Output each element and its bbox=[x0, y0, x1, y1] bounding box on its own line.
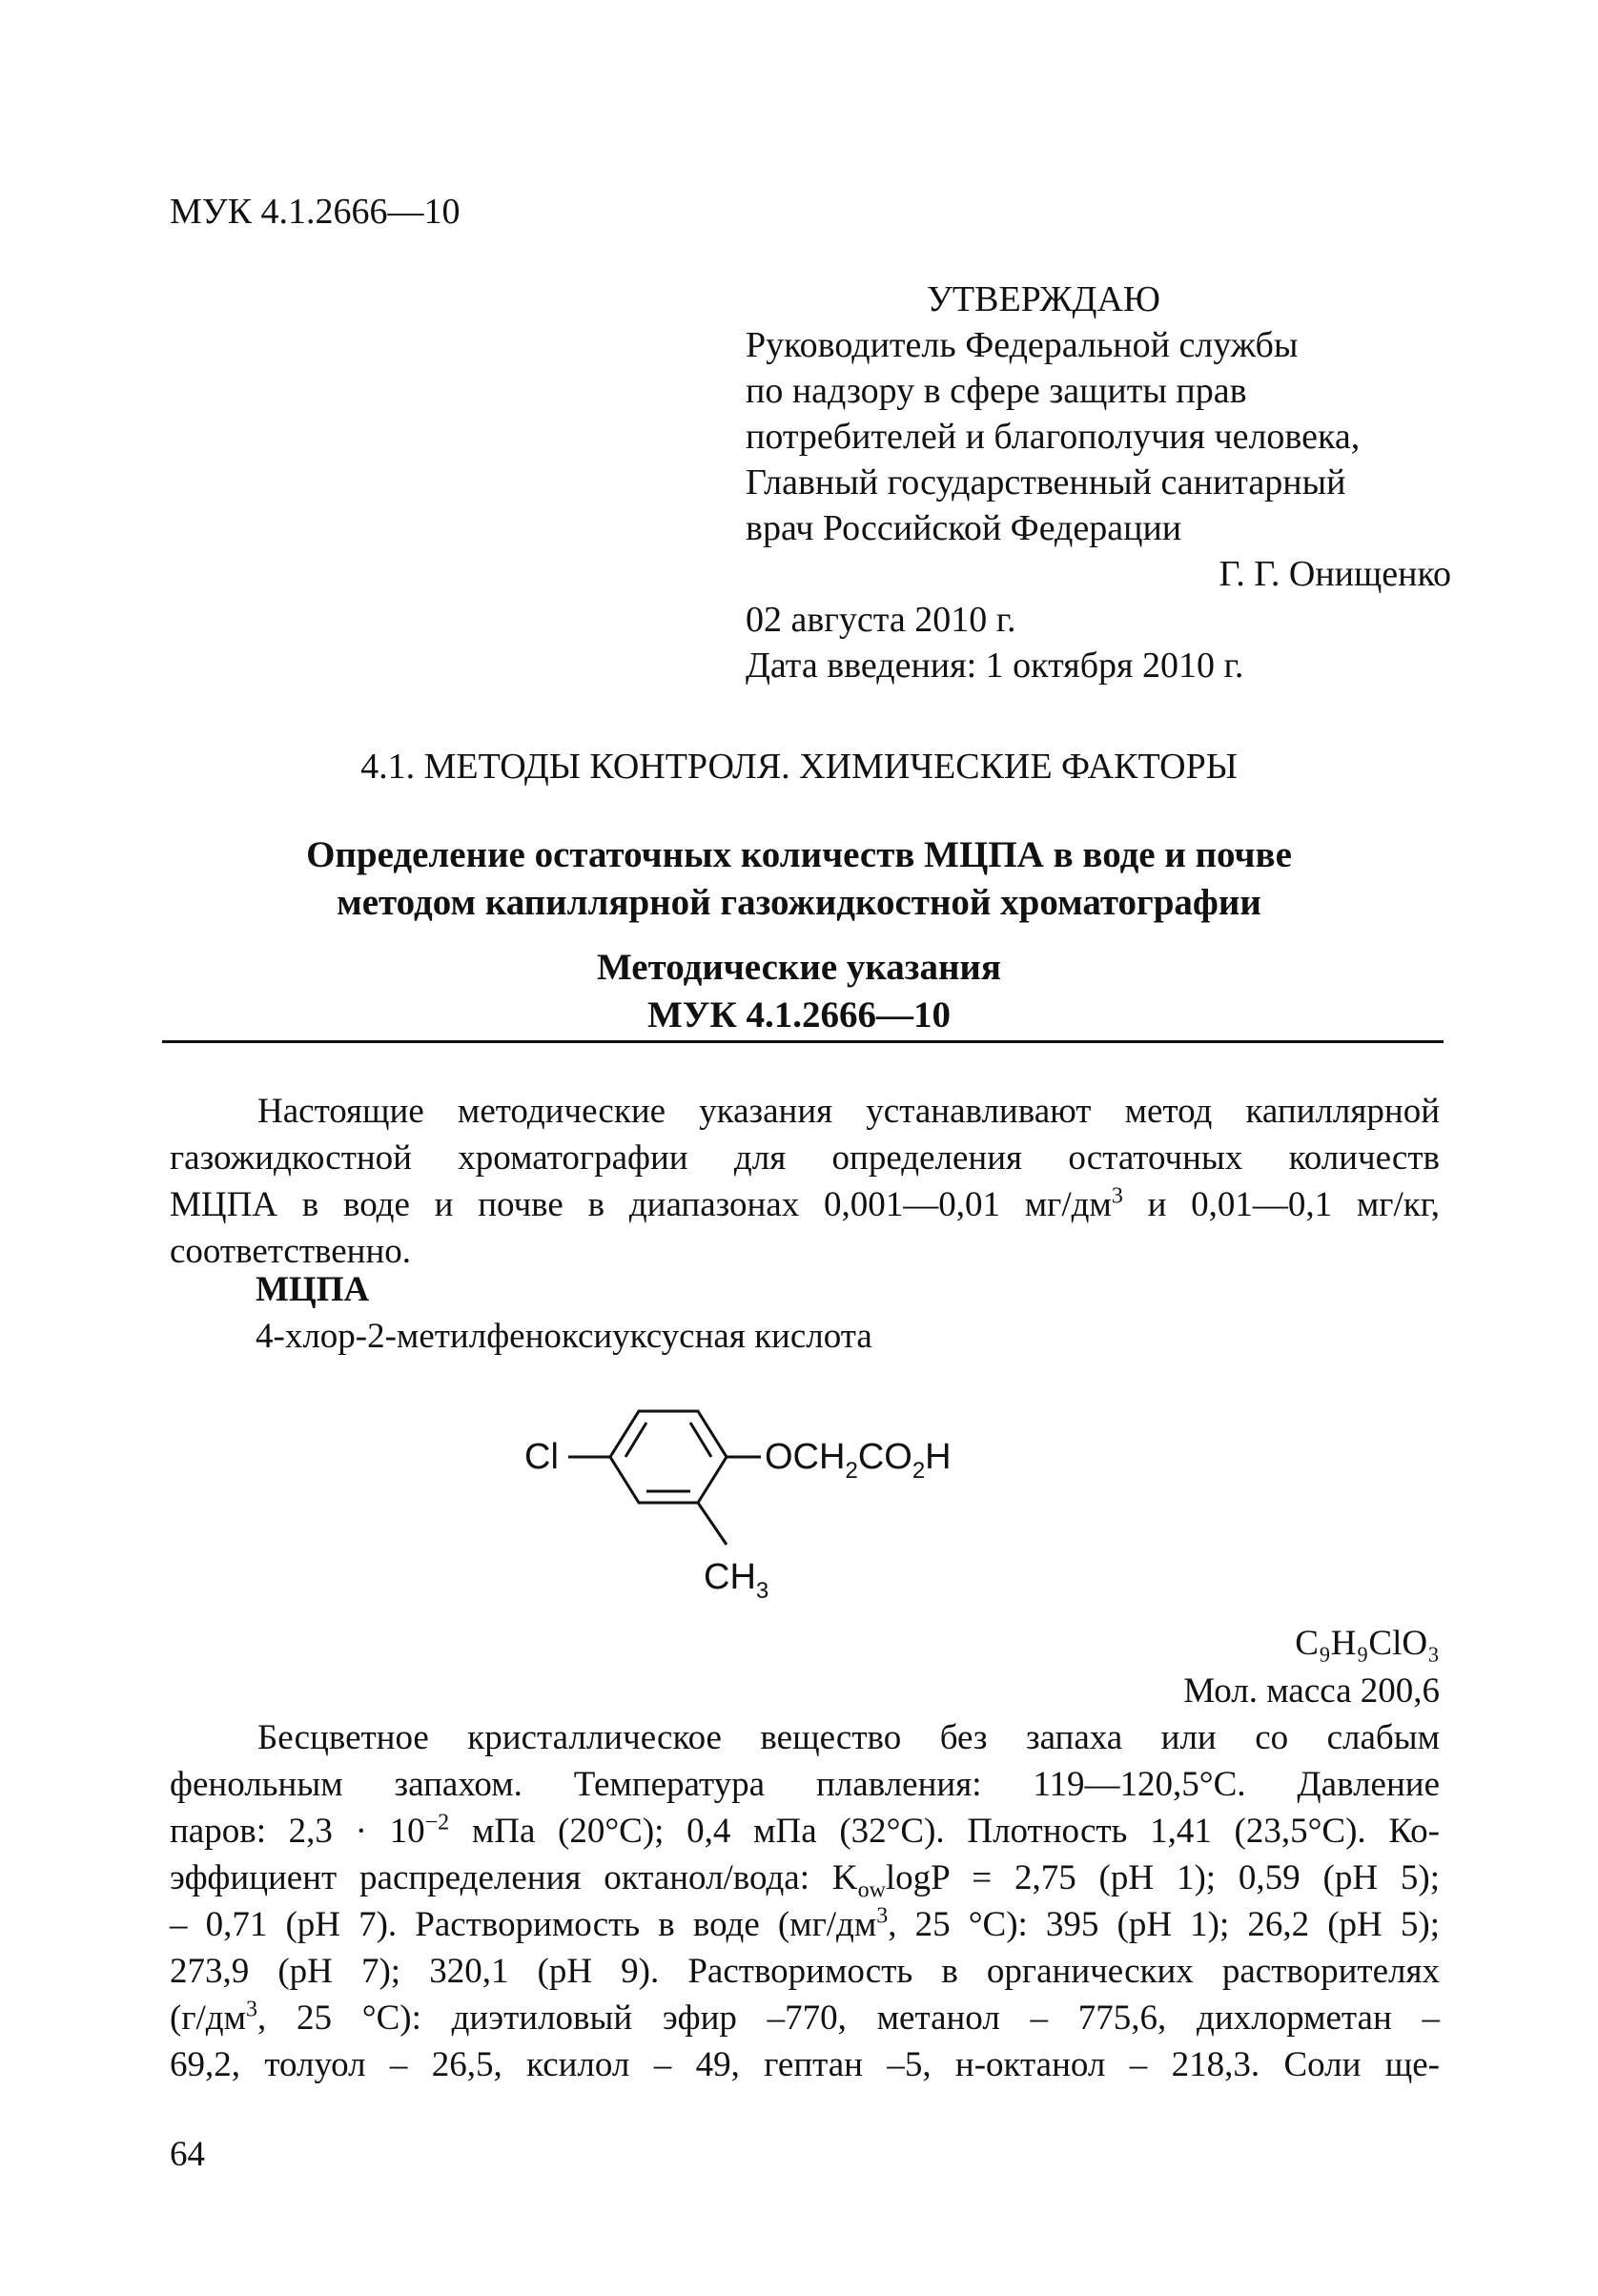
subtitle-line: Методические указания bbox=[596, 947, 1001, 988]
signatory-name: Г. Г. Онищенко bbox=[1219, 554, 1451, 594]
approval-heading: УТВЕРЖДАЮ bbox=[927, 279, 1160, 319]
structural-formula bbox=[515, 1402, 1011, 1611]
approval-date: 02 августа 2010 г. bbox=[746, 600, 1016, 640]
substance-name: МЦПА bbox=[256, 1270, 370, 1309]
oxyacetic-group-label: $OCH_2CO_2H$ bbox=[765, 1437, 952, 1484]
main-title-line: методом капиллярной газожидкостной хроматографии bbox=[337, 882, 1261, 923]
molecular-formula: C₉H₉ClO₃ bbox=[1295, 1624, 1440, 1663]
subtitle-code: МУК 4.1.2666—10 bbox=[647, 994, 951, 1035]
approval-line: Главный государственный санитарный bbox=[746, 462, 1346, 502]
description-line: 69,2, толуол – 26,5, ксилол – 49, гептан –5, н-октанол – 218,3. Соли ще- bbox=[170, 2045, 1440, 2084]
document-subtitle bbox=[0, 944, 1598, 1039]
approval-line: врач Российской Федерации bbox=[746, 508, 1182, 548]
intro-line: Настоящие методические указания устанавливают метод капиллярной bbox=[257, 1092, 1440, 1131]
chemical-name: 4-хлор-2-метилфеноксиуксусная кислота bbox=[256, 1317, 872, 1356]
section-title: 4.1. МЕТОДЫ КОНТРОЛЯ. ХИМИЧЕСКИЕ ФАКТОРЫ bbox=[360, 747, 1238, 787]
main-title-line: Определение остаточных количеств МЦПА в воде и почве bbox=[306, 834, 1292, 875]
description-line: – 0,71 (pH 7). Растворимость в воде ($мг/дм^3$, 25 °С): 395 (pH 1); 26,2 (pH 5); bbox=[170, 1903, 1440, 1944]
intro-line: соответственно. bbox=[170, 1232, 412, 1271]
approval-block bbox=[746, 277, 1451, 688]
approval-line: по надзору в сфере защиты прав bbox=[746, 371, 1247, 411]
methyl-label: $CH_3$ bbox=[704, 1557, 769, 1604]
main-title bbox=[0, 831, 1598, 927]
chlorine-label: Cl bbox=[524, 1437, 559, 1477]
approval-line: потребителей и благополучия человека, bbox=[746, 417, 1361, 457]
effective-date: Дата введения: 1 октября 2010 г. bbox=[746, 646, 1244, 686]
description-line: эффициент распределения октанол/вода: $K_{ow}\log P = 2,75$ (pH 1); 0,59 (pH 5); bbox=[170, 1858, 1440, 1903]
document-code: МУК 4.1.2666—10 bbox=[170, 192, 461, 232]
description-line: паров: $2,3 \cdot 10^{-2}$ мПа (20°С); 0,4 мПа (32°С). Плотность 1,41 (23,5°С). Ко- bbox=[170, 1810, 1440, 1851]
description-line: 273,9 (pH 7); 320,1 (pH 9). Растворимость в органических растворителях bbox=[170, 1952, 1440, 1991]
molecular-mass: Мол. масса 200,6 bbox=[1183, 1671, 1440, 1711]
title-divider bbox=[162, 1040, 1444, 1043]
description-line: Бесцветное кристаллическое вещество без запаха или со слабым bbox=[257, 1718, 1440, 1757]
intro-paragraph bbox=[170, 1088, 1440, 1275]
description-line: ($г/дм^3$, 25 °С): диэтиловый эфир –770, метанол – 775,6, дихлорметан – bbox=[170, 1997, 1440, 2038]
page-number: 64 bbox=[170, 2135, 205, 2174]
description-line: фенольным запахом. Температура плавления: 119—120,5°С. Давление bbox=[170, 1765, 1440, 1804]
approval-line: Руководитель Федеральной службы bbox=[746, 325, 1299, 365]
intro-line: газожидкостной хроматографии для определения остаточных количеств bbox=[170, 1138, 1440, 1178]
description-paragraph bbox=[170, 1714, 1440, 2088]
intro-line: МЦПА в воде и почве в диапазонах 0,001—0,01 $мг/дм^3$ и 0,01—0,1 мг/кг, bbox=[170, 1183, 1440, 1224]
